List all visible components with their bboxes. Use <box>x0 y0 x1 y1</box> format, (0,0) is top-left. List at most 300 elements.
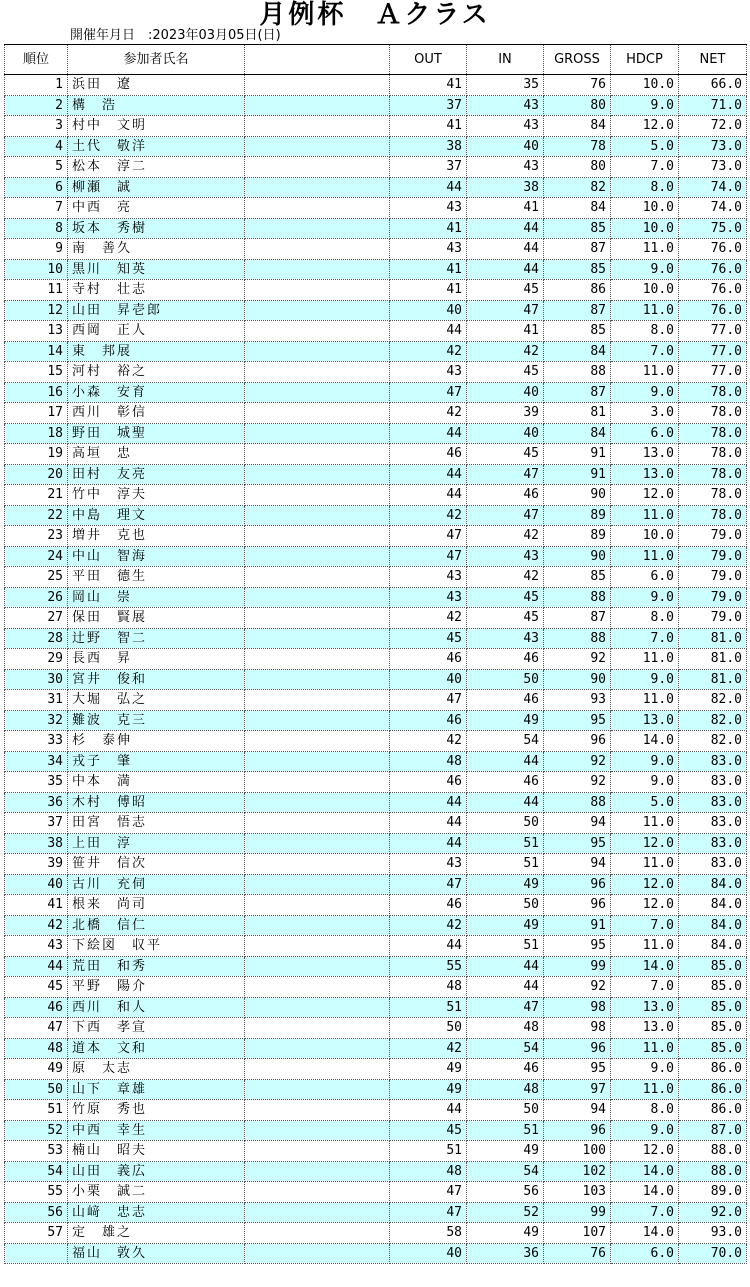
in-cell: 49 <box>467 874 544 895</box>
blank-cell <box>245 874 390 895</box>
name-cell: 中西 亮 <box>68 198 245 219</box>
table-row <box>5 649 747 670</box>
hdcp-cell: 11.0 <box>611 1038 679 1059</box>
rank-cell <box>5 1243 68 1264</box>
out-cell: 48 <box>390 751 467 772</box>
hdcp-cell: 8.0 <box>611 1100 679 1121</box>
out-cell: 47 <box>390 874 467 895</box>
table-row <box>5 895 747 916</box>
rank-cell: 37 <box>5 813 68 834</box>
blank-cell <box>245 423 390 444</box>
out-cell: 40 <box>390 300 467 321</box>
net-cell: 78.0 <box>679 423 747 444</box>
gross-cell: 92 <box>544 751 611 772</box>
out-cell: 42 <box>390 341 467 362</box>
table-row <box>5 157 747 178</box>
name-cell: 河村 裕之 <box>68 362 245 383</box>
in-cell: 49 <box>467 1223 544 1244</box>
out-cell: 40 <box>390 669 467 690</box>
blank-cell <box>245 444 390 465</box>
table-row <box>5 239 747 260</box>
hdcp-cell: 7.0 <box>611 1202 679 1223</box>
rank-cell: 4 <box>5 136 68 157</box>
out-cell: 41 <box>390 75 467 96</box>
net-cell: 85.0 <box>679 1018 747 1039</box>
in-cell: 39 <box>467 403 544 424</box>
rank-cell: 24 <box>5 546 68 567</box>
name-cell: 杉 泰伸 <box>68 731 245 752</box>
table-row <box>5 854 747 875</box>
out-cell: 42 <box>390 608 467 629</box>
hdcp-cell: 7.0 <box>611 628 679 649</box>
gross-cell: 91 <box>544 915 611 936</box>
in-cell: 51 <box>467 936 544 957</box>
hdcp-cell: 11.0 <box>611 649 679 670</box>
name-cell: 東 邦展 <box>68 341 245 362</box>
name-cell: 西川 和人 <box>68 997 245 1018</box>
hdcp-cell: 11.0 <box>611 362 679 383</box>
out-cell: 43 <box>390 239 467 260</box>
name-cell: 南 善久 <box>68 239 245 260</box>
name-cell: 田村 友亮 <box>68 464 245 485</box>
net-cell: 71.0 <box>679 95 747 116</box>
in-cell: 46 <box>467 772 544 793</box>
rank-cell: 6 <box>5 177 68 198</box>
col-header-net: NET <box>679 45 747 75</box>
out-cell: 49 <box>390 1059 467 1080</box>
col-header-rank: 順位 <box>5 45 68 75</box>
gross-cell: 92 <box>544 772 611 793</box>
in-cell: 45 <box>467 587 544 608</box>
hdcp-cell: 12.0 <box>611 116 679 137</box>
name-cell: 笹井 信次 <box>68 854 245 875</box>
hdcp-cell: 7.0 <box>611 341 679 362</box>
hdcp-cell: 8.0 <box>611 177 679 198</box>
hdcp-cell: 11.0 <box>611 300 679 321</box>
hdcp-cell: 13.0 <box>611 710 679 731</box>
net-cell: 89.0 <box>679 1182 747 1203</box>
rank-cell: 46 <box>5 997 68 1018</box>
rank-cell: 26 <box>5 587 68 608</box>
in-cell: 54 <box>467 1038 544 1059</box>
table-row <box>5 382 747 403</box>
table-row <box>5 362 747 383</box>
hdcp-cell: 9.0 <box>611 382 679 403</box>
out-cell: 58 <box>390 1223 467 1244</box>
blank-cell <box>245 1079 390 1100</box>
name-cell: 戎子 肇 <box>68 751 245 772</box>
out-cell: 37 <box>390 157 467 178</box>
blank-cell <box>245 567 390 588</box>
net-cell: 84.0 <box>679 936 747 957</box>
out-cell: 48 <box>390 1161 467 1182</box>
table-row <box>5 710 747 731</box>
blank-cell <box>245 95 390 116</box>
out-cell: 49 <box>390 1079 467 1100</box>
blank-cell <box>245 915 390 936</box>
blank-cell <box>245 1182 390 1203</box>
rank-cell: 36 <box>5 792 68 813</box>
in-cell: 47 <box>467 464 544 485</box>
gross-cell: 78 <box>544 136 611 157</box>
rank-cell: 45 <box>5 977 68 998</box>
table-row <box>5 321 747 342</box>
net-cell: 66.0 <box>679 75 747 96</box>
table-row <box>5 423 747 444</box>
hdcp-cell: 9.0 <box>611 772 679 793</box>
out-cell: 40 <box>390 1243 467 1264</box>
col-header-out: OUT <box>390 45 467 75</box>
in-cell: 45 <box>467 362 544 383</box>
rank-cell: 7 <box>5 198 68 219</box>
hdcp-cell: 13.0 <box>611 444 679 465</box>
hdcp-cell: 5.0 <box>611 136 679 157</box>
hdcp-cell: 6.0 <box>611 423 679 444</box>
out-cell: 46 <box>390 649 467 670</box>
hdcp-cell: 3.0 <box>611 403 679 424</box>
net-cell: 79.0 <box>679 546 747 567</box>
hdcp-cell: 9.0 <box>611 259 679 280</box>
hdcp-cell: 12.0 <box>611 895 679 916</box>
blank-cell <box>245 1100 390 1121</box>
name-cell: 中島 理文 <box>68 505 245 526</box>
in-cell: 42 <box>467 341 544 362</box>
blank-cell <box>245 546 390 567</box>
name-cell: 柳瀬 誠 <box>68 177 245 198</box>
in-cell: 43 <box>467 116 544 137</box>
blank-cell <box>245 75 390 96</box>
gross-cell: 95 <box>544 833 611 854</box>
name-cell: 寺村 壮志 <box>68 280 245 301</box>
name-cell: 保田 賢展 <box>68 608 245 629</box>
name-cell: 山田 昇壱郎 <box>68 300 245 321</box>
in-cell: 42 <box>467 526 544 547</box>
net-cell: 72.0 <box>679 116 747 137</box>
net-cell: 84.0 <box>679 895 747 916</box>
net-cell: 85.0 <box>679 977 747 998</box>
rank-cell: 47 <box>5 1018 68 1039</box>
rank-cell: 55 <box>5 1182 68 1203</box>
col-header-gross: GROSS <box>544 45 611 75</box>
rank-cell: 20 <box>5 464 68 485</box>
rank-cell: 30 <box>5 669 68 690</box>
out-cell: 44 <box>390 485 467 506</box>
blank-cell <box>245 977 390 998</box>
in-cell: 47 <box>467 300 544 321</box>
out-cell: 44 <box>390 936 467 957</box>
blank-cell <box>245 731 390 752</box>
name-cell: 楠山 昭夫 <box>68 1141 245 1162</box>
table-row <box>5 690 747 711</box>
table-row <box>5 341 747 362</box>
net-cell: 88.0 <box>679 1141 747 1162</box>
hdcp-cell: 7.0 <box>611 977 679 998</box>
gross-cell: 96 <box>544 1120 611 1141</box>
net-cell: 73.0 <box>679 136 747 157</box>
hdcp-cell: 14.0 <box>611 1223 679 1244</box>
blank-cell <box>245 690 390 711</box>
out-cell: 42 <box>390 403 467 424</box>
name-cell: 上田 淳 <box>68 833 245 854</box>
in-cell: 50 <box>467 895 544 916</box>
in-cell: 49 <box>467 710 544 731</box>
blank-cell <box>245 1243 390 1264</box>
gross-cell: 85 <box>544 259 611 280</box>
name-cell: 古川 充伺 <box>68 874 245 895</box>
hdcp-cell: 13.0 <box>611 1018 679 1039</box>
name-cell: 平野 陽介 <box>68 977 245 998</box>
rank-cell: 33 <box>5 731 68 752</box>
name-cell: 中山 智海 <box>68 546 245 567</box>
table-body <box>5 75 747 1264</box>
blank-cell <box>245 464 390 485</box>
gross-cell: 85 <box>544 321 611 342</box>
out-cell: 42 <box>390 1038 467 1059</box>
net-cell: 78.0 <box>679 403 747 424</box>
net-cell: 77.0 <box>679 341 747 362</box>
net-cell: 84.0 <box>679 874 747 895</box>
gross-cell: 95 <box>544 936 611 957</box>
table-row <box>5 915 747 936</box>
name-cell: 中本 満 <box>68 772 245 793</box>
name-cell: 西川 彰信 <box>68 403 245 424</box>
table-row <box>5 1100 747 1121</box>
in-cell: 54 <box>467 1161 544 1182</box>
in-cell: 46 <box>467 1059 544 1080</box>
hdcp-cell: 11.0 <box>611 854 679 875</box>
hdcp-cell: 9.0 <box>611 751 679 772</box>
in-cell: 41 <box>467 321 544 342</box>
event-date: 開催年月日 :2023年03月05日(日) <box>70 28 281 43</box>
gross-cell: 80 <box>544 95 611 116</box>
out-cell: 37 <box>390 95 467 116</box>
blank-cell <box>245 854 390 875</box>
hdcp-cell: 10.0 <box>611 526 679 547</box>
name-cell: 道本 文和 <box>68 1038 245 1059</box>
gross-cell: 99 <box>544 1202 611 1223</box>
rank-cell: 11 <box>5 280 68 301</box>
blank-cell <box>245 587 390 608</box>
table-row <box>5 1182 747 1203</box>
out-cell: 43 <box>390 362 467 383</box>
rank-cell: 31 <box>5 690 68 711</box>
blank-cell <box>245 956 390 977</box>
rank-cell: 23 <box>5 526 68 547</box>
net-cell: 92.0 <box>679 1202 747 1223</box>
net-cell: 76.0 <box>679 280 747 301</box>
net-cell: 77.0 <box>679 362 747 383</box>
net-cell: 70.0 <box>679 1243 747 1264</box>
table-row <box>5 136 747 157</box>
in-cell: 44 <box>467 792 544 813</box>
name-cell: 竹中 淳夫 <box>68 485 245 506</box>
name-cell: 福山 敦久 <box>68 1243 245 1264</box>
table-row <box>5 218 747 239</box>
in-cell: 42 <box>467 567 544 588</box>
hdcp-cell: 11.0 <box>611 813 679 834</box>
rank-cell: 2 <box>5 95 68 116</box>
in-cell: 40 <box>467 382 544 403</box>
blank-cell <box>245 116 390 137</box>
out-cell: 41 <box>390 280 467 301</box>
table-row <box>5 464 747 485</box>
gross-cell: 84 <box>544 198 611 219</box>
rank-cell: 18 <box>5 423 68 444</box>
table-row <box>5 567 747 588</box>
name-cell: 平田 德生 <box>68 567 245 588</box>
gross-cell: 94 <box>544 813 611 834</box>
in-cell: 44 <box>467 218 544 239</box>
gross-cell: 88 <box>544 362 611 383</box>
table-header-row <box>5 45 747 75</box>
net-cell: 76.0 <box>679 239 747 260</box>
net-cell: 86.0 <box>679 1079 747 1100</box>
table-row <box>5 1018 747 1039</box>
gross-cell: 102 <box>544 1161 611 1182</box>
out-cell: 44 <box>390 833 467 854</box>
blank-cell <box>245 280 390 301</box>
gross-cell: 88 <box>544 587 611 608</box>
in-cell: 50 <box>467 813 544 834</box>
rank-cell: 40 <box>5 874 68 895</box>
net-cell: 79.0 <box>679 567 747 588</box>
rank-cell: 8 <box>5 218 68 239</box>
hdcp-cell: 9.0 <box>611 1120 679 1141</box>
rank-cell: 38 <box>5 833 68 854</box>
in-cell: 47 <box>467 997 544 1018</box>
in-cell: 44 <box>467 239 544 260</box>
net-cell: 83.0 <box>679 751 747 772</box>
rank-cell: 5 <box>5 157 68 178</box>
col-header-name: 参加者氏名 <box>68 45 245 75</box>
rank-cell: 57 <box>5 1223 68 1244</box>
in-cell: 35 <box>467 75 544 96</box>
blank-cell <box>245 669 390 690</box>
blank-cell <box>245 1018 390 1039</box>
in-cell: 50 <box>467 669 544 690</box>
in-cell: 44 <box>467 259 544 280</box>
rank-cell: 29 <box>5 649 68 670</box>
net-cell: 77.0 <box>679 321 747 342</box>
blank-cell <box>245 1161 390 1182</box>
gross-cell: 98 <box>544 997 611 1018</box>
table-row <box>5 546 747 567</box>
rank-cell: 43 <box>5 936 68 957</box>
hdcp-cell: 9.0 <box>611 95 679 116</box>
blank-cell <box>245 772 390 793</box>
table-row <box>5 669 747 690</box>
gross-cell: 76 <box>544 1243 611 1264</box>
name-cell: 木村 傅昭 <box>68 792 245 813</box>
table-row <box>5 485 747 506</box>
rank-cell: 27 <box>5 608 68 629</box>
table-row <box>5 956 747 977</box>
out-cell: 44 <box>390 464 467 485</box>
blank-cell <box>245 997 390 1018</box>
hdcp-cell: 14.0 <box>611 1182 679 1203</box>
in-cell: 49 <box>467 1141 544 1162</box>
gross-cell: 99 <box>544 956 611 977</box>
rank-cell: 28 <box>5 628 68 649</box>
rank-cell: 22 <box>5 505 68 526</box>
blank-cell <box>245 218 390 239</box>
out-cell: 46 <box>390 895 467 916</box>
hdcp-cell: 14.0 <box>611 956 679 977</box>
in-cell: 43 <box>467 157 544 178</box>
col-header-in: IN <box>467 45 544 75</box>
table-row <box>5 259 747 280</box>
out-cell: 45 <box>390 1120 467 1141</box>
name-cell: 定 雄之 <box>68 1223 245 1244</box>
net-cell: 76.0 <box>679 300 747 321</box>
name-cell: 坂本 秀樹 <box>68 218 245 239</box>
col-header-hdcp: HDCP <box>611 45 679 75</box>
blank-cell <box>245 300 390 321</box>
gross-cell: 82 <box>544 177 611 198</box>
blank-cell <box>245 157 390 178</box>
blank-cell <box>245 608 390 629</box>
rank-cell: 16 <box>5 382 68 403</box>
hdcp-cell: 14.0 <box>611 731 679 752</box>
name-cell: 長西 昇 <box>68 649 245 670</box>
hdcp-cell: 12.0 <box>611 1141 679 1162</box>
out-cell: 45 <box>390 628 467 649</box>
table-row <box>5 792 747 813</box>
rank-cell: 10 <box>5 259 68 280</box>
hdcp-cell: 12.0 <box>611 874 679 895</box>
table-row <box>5 1243 747 1264</box>
blank-cell <box>245 1038 390 1059</box>
table-row <box>5 608 747 629</box>
gross-cell: 91 <box>544 444 611 465</box>
in-cell: 52 <box>467 1202 544 1223</box>
net-cell: 85.0 <box>679 997 747 1018</box>
out-cell: 47 <box>390 1202 467 1223</box>
rank-cell: 14 <box>5 341 68 362</box>
gross-cell: 80 <box>544 157 611 178</box>
gross-cell: 87 <box>544 300 611 321</box>
net-cell: 74.0 <box>679 198 747 219</box>
blank-cell <box>245 136 390 157</box>
gross-cell: 89 <box>544 505 611 526</box>
in-cell: 56 <box>467 1182 544 1203</box>
hdcp-cell: 6.0 <box>611 567 679 588</box>
gross-cell: 94 <box>544 854 611 875</box>
gross-cell: 76 <box>544 75 611 96</box>
table-row <box>5 505 747 526</box>
out-cell: 44 <box>390 792 467 813</box>
name-cell: 小森 安育 <box>68 382 245 403</box>
in-cell: 50 <box>467 1100 544 1121</box>
gross-cell: 88 <box>544 792 611 813</box>
hdcp-cell: 10.0 <box>611 198 679 219</box>
table-row <box>5 936 747 957</box>
net-cell: 78.0 <box>679 464 747 485</box>
out-cell: 48 <box>390 977 467 998</box>
gross-cell: 90 <box>544 546 611 567</box>
name-cell: 山田 義広 <box>68 1161 245 1182</box>
out-cell: 43 <box>390 567 467 588</box>
in-cell: 43 <box>467 95 544 116</box>
out-cell: 50 <box>390 1018 467 1039</box>
in-cell: 48 <box>467 1079 544 1100</box>
table-row <box>5 1120 747 1141</box>
hdcp-cell: 8.0 <box>611 608 679 629</box>
in-cell: 38 <box>467 177 544 198</box>
gross-cell: 86 <box>544 280 611 301</box>
gross-cell: 84 <box>544 423 611 444</box>
blank-cell <box>245 710 390 731</box>
